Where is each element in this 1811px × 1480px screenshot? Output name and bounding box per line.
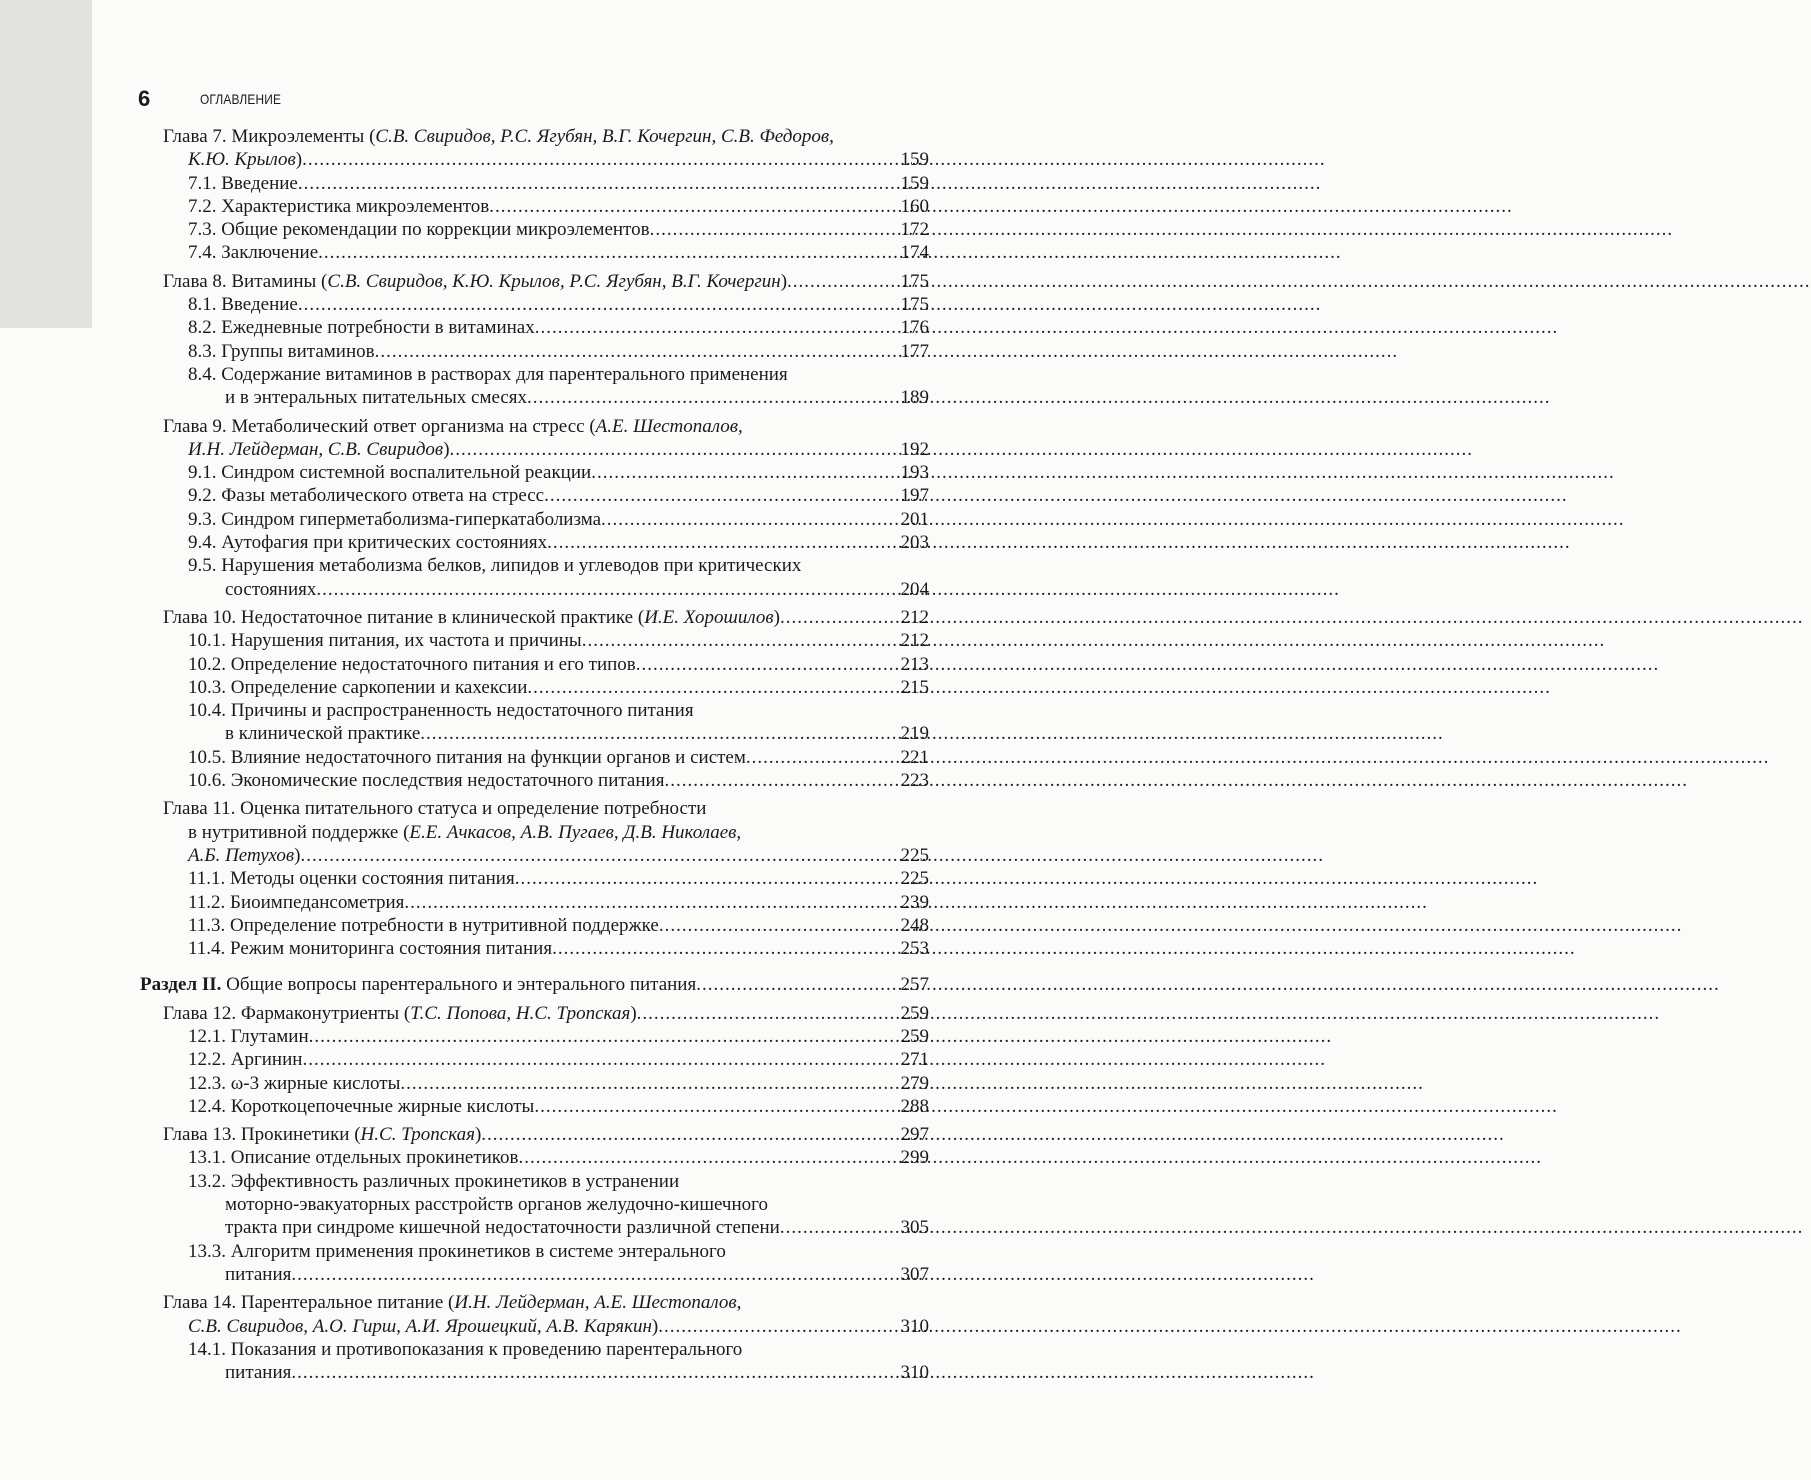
toc-line [140,676,929,699]
toc-entry-title [188,241,318,264]
toc-line [140,722,929,745]
toc-entry-title [163,125,834,148]
title-text: 13.3. Алгоритм применения прокинетиков в системе энтерального [188,1240,726,1262]
authors-text: И.Н. Лейдерман, С.В. Свиридов [188,438,444,460]
toc-entry-title [188,438,450,461]
toc-line [140,415,929,438]
toc-line [140,125,929,148]
toc-entry-title [140,973,696,996]
toc-page-number: 197 [900,485,929,507]
toc-page-number: 225 [900,844,929,866]
toc-page-number: 271 [900,1049,929,1071]
title-text: Глава 14. Парентеральное питание ( [163,1292,455,1314]
toc-page-number: 204 [900,578,929,600]
toc-entry-title [188,699,694,722]
toc-line [140,1146,929,1169]
toc-line [140,914,929,937]
table-of-contents [140,125,929,1384]
toc-entry-title [188,676,527,699]
authors-text: И.Н. Лейдерман, А.Е. Шестопалов, [454,1292,742,1314]
toc-entry-title [188,769,664,792]
toc-entry-title [188,316,535,339]
toc-entry-sub [140,340,929,363]
dot-leader [636,653,900,676]
toc-entry-title [188,1095,534,1118]
dot-leader [420,722,899,745]
title-text: Глава 7. Микроэлементы ( [163,126,376,147]
dot-leader [527,386,899,409]
title-text: 7.4. Заключение [188,242,319,264]
toc-entry-sub [140,1170,929,1240]
dot-leader [291,1361,899,1384]
title-text: 9.5. Нарушения метаболизма белков, липидов и углеводов при критических [188,555,802,577]
toc-page-number: 248 [900,914,929,936]
toc-entry-title [188,172,298,195]
dot-leader [601,508,899,531]
toc-entry-title [188,653,636,676]
toc-line [140,1048,929,1071]
toc-page-number: 253 [900,938,929,960]
toc-entry-title [163,270,787,293]
title-text: Глава 8. Витамины ( [163,270,328,292]
toc-entry-title [225,386,527,409]
toc-line [140,293,929,316]
title-text: 7.3. Общие рекомендации по коррекции микроэлементов [188,219,650,241]
toc-page-number: 213 [900,653,929,675]
dot-leader [400,1072,899,1095]
authors-text: Н.С. Тропская [360,1124,475,1146]
page-number: 6 [138,86,151,111]
toc-line [140,316,929,339]
toc-page-number: 223 [900,770,929,792]
toc-page-number: 259 [900,1002,929,1024]
toc-entry-title [188,218,650,241]
dot-leader [302,1048,899,1071]
authors-text: И.Е. Хорошилов [644,606,774,628]
title-text: 12.3. ω-3 жирные кислоты [188,1072,401,1094]
toc-entry-chapter [140,415,929,462]
toc-page-number: 310 [900,1362,929,1384]
title-text: Глава 10. Недостаточное питание в клинической практике ( [163,606,645,628]
toc-line [140,1170,929,1193]
toc-line [140,531,929,554]
toc-line [140,508,929,531]
title-text: и в энтеральных питательных смесях [225,387,528,409]
authors-text: К.Ю. Крылов [188,149,296,171]
toc-entry-sub [140,461,929,484]
toc-page-number: 174 [900,242,929,264]
toc-entry-title [163,606,780,629]
section-label: Раздел II. [140,974,222,996]
title-text: в клинической практике [225,723,421,745]
title-text: 10.4. Причины и распространенность недостаточного питания [188,700,694,722]
toc-entry-title [188,1048,302,1071]
toc-entry-title [163,1123,481,1146]
toc-entry-title [225,1193,768,1216]
toc-entry-sub [140,531,929,554]
toc-entry-title [188,1146,519,1169]
toc-entry-chapter [140,606,929,629]
toc-entry-chapter [140,125,929,172]
title-text: 11.4. Режим мониторинга состояния питания [188,938,553,960]
toc-entry-sub [140,1072,929,1095]
toc-entry-title [188,1025,309,1048]
toc-line [140,1025,929,1048]
dot-leader [780,606,900,629]
toc-entry-chapter [140,270,929,293]
toc-page-number: 259 [900,1025,929,1047]
title-text: питания [225,1362,292,1384]
authors-text: А.Е. Шестопалов, [595,415,743,437]
toc-entry-title [188,821,741,844]
toc-entry-title [188,844,300,867]
dot-leader [659,914,900,937]
toc-page-number: 193 [900,462,929,484]
toc-entry-title [188,1240,726,1263]
toc-entry-chapter [140,797,929,867]
toc-line [140,386,929,409]
toc-line [140,554,929,577]
dot-leader [300,844,899,867]
toc-entry-sub [140,699,929,746]
title-text: 13.2. Эффективность различных прокинетиков в устранении [188,1170,680,1192]
title-text: Глава 9. Метаболический ответ организма на стресс ( [163,415,596,437]
toc-page-number: 310 [900,1315,929,1337]
dot-leader [309,1025,900,1048]
toc-entry-title [225,1263,291,1286]
title-text: 8.3. Группы витаминов [188,340,375,362]
toc-entry-title [188,1170,679,1193]
toc-page-number: 219 [900,723,929,745]
dot-leader [489,195,899,218]
toc-page-number: 221 [900,746,929,768]
toc-entry-sub [140,629,929,652]
authors-text: Т.С. Попова, Н.С. Тропская [410,1002,631,1024]
toc-entry-sub [140,1338,929,1385]
toc-line [140,172,929,195]
title-text: Глава 12. Фармаконутриенты ( [163,1002,411,1024]
dot-leader [404,891,899,914]
dot-leader [298,293,900,316]
dot-leader [298,172,900,195]
toc-page-number: 201 [900,508,929,530]
toc-entry-sub [140,484,929,507]
title-text: 10.3. Определение саркопении и кахексии [188,676,528,698]
toc-entry-title [188,1315,658,1338]
dot-leader [591,461,899,484]
toc-line [140,438,929,461]
toc-line [140,769,929,792]
toc-entry-title [188,461,591,484]
toc-entry-sub [140,218,929,241]
toc-entry-title [225,1361,291,1384]
toc-entry-title [188,867,515,890]
title-text: ) [294,844,301,866]
toc-page-number: 288 [900,1095,929,1117]
toc-page-number: 189 [900,387,929,409]
toc-line [140,1216,929,1239]
toc-page-number: 192 [900,438,929,460]
toc-page-number: 175 [900,294,929,316]
title-text: 8.2. Ежедневные потребности в витаминах [188,317,535,339]
toc-entry-title [225,722,420,745]
title-text: Глава 11. Оценка питательного статуса и определение потребности [163,798,707,820]
title-text: 12.1. Глутамин [188,1025,309,1047]
toc-entry-chapter [140,1123,929,1146]
dot-leader [535,316,900,339]
toc-page-number: 239 [900,891,929,913]
toc-line [140,1361,929,1384]
toc-line [140,195,929,218]
toc-page-number: 160 [900,195,929,217]
toc-page-number: 175 [900,270,929,292]
toc-line [140,1002,929,1025]
title-text: 12.2. Аргинин [188,1049,303,1071]
title-text: 9.2. Фазы метаболического ответа на стресс [188,485,545,507]
title-text: 10.6. Экономические последствия недостаточного питания [188,770,665,792]
toc-entry-sub [140,867,929,890]
toc-line [140,1240,929,1263]
toc-page-number: 257 [900,974,929,996]
toc-entry-sub [140,316,929,339]
title-text: 11.3. Определение потребности в нутритивной поддержке [188,914,659,936]
toc-line [140,606,929,629]
toc-entry-title [188,148,302,171]
toc-entry-sub [140,172,929,195]
toc-entry-sub [140,746,929,769]
title-text: ) [474,1124,482,1146]
toc-page-number: 279 [900,1072,929,1094]
dot-leader [481,1123,899,1146]
title-text: в нутритивной поддержке ( [188,821,410,843]
dot-leader [534,1095,899,1118]
toc-entry-sub [140,1240,929,1287]
toc-entry-title [188,937,552,960]
dot-leader [787,270,899,293]
title-text: 10.1. Нарушения питания, их частота и причины [188,630,582,652]
title-text: 10.2. Определение недостаточного питания и его типов [188,653,636,675]
title-text: 13.1. Описание отдельных прокинетиков [188,1147,519,1169]
toc-line [140,1291,929,1314]
dot-leader [650,218,900,241]
toc-entry-sub [140,676,929,699]
toc-line [140,1095,929,1118]
title-text: питания [225,1263,292,1285]
toc-line [140,821,929,844]
toc-line [140,148,929,171]
toc-line [140,699,929,722]
toc-entry-title [188,1072,400,1095]
toc-entry-sub [140,293,929,316]
toc-page-number: 215 [900,676,929,698]
toc-line [140,844,929,867]
dot-leader [637,1002,900,1025]
dot-leader [527,676,899,699]
toc-line [140,241,929,264]
toc-entry-chapter [140,1002,929,1025]
toc-line [140,484,929,507]
toc-entry-sub [140,937,929,960]
toc-entry-sub [140,1146,929,1169]
dot-leader [552,937,899,960]
toc-line [140,891,929,914]
dot-leader [515,867,900,890]
toc-page-number: 172 [900,219,929,241]
dot-leader [291,1263,899,1286]
toc-line [140,1193,929,1216]
toc-entry-title [188,629,582,652]
dot-leader [658,1315,899,1338]
toc-entry-title [188,363,788,386]
toc-line [140,270,929,293]
toc-page-number: 212 [900,606,929,628]
title-text: ) [443,438,450,460]
toc-entry-sub [140,508,929,531]
dot-leader [316,578,899,601]
title-text: 11.1. Методы оценки состояния питания [188,868,515,890]
toc-page-number: 203 [900,532,929,554]
title-text: ) [773,606,780,628]
toc-entry-title [188,554,801,577]
toc-entry-sub [140,891,929,914]
toc-entry-title [188,1338,742,1361]
toc-page-number: 297 [900,1124,929,1146]
toc-entry-section [140,973,929,996]
dot-leader [318,241,899,264]
toc-page-number: 176 [900,317,929,339]
title-text: 7.1. Введение [188,172,298,194]
authors-text: Е.Е. Ачкасов, А.В. Пугаев, Д.В. Николаев, [409,821,742,843]
title-text: Глава 13. Прокинетики ( [163,1124,361,1146]
title-text: 11.2. Биоимпедансометрия [188,891,405,913]
toc-page-number: 159 [900,172,929,194]
authors-text: С.В. Свиридов, Р.С. Ягубян, В.Г. Кочергин, С.В. Федоров, [375,126,834,147]
toc-entry-title [163,1002,637,1025]
authors-text: С.В. Свиридов, К.Ю. Крылов, Р.С. Ягубян, В.Г. Кочергин [327,270,781,292]
title-text: Общие вопросы парентерального и энтерального питания [221,974,697,996]
toc-line [140,973,929,996]
toc-line [140,1263,929,1286]
authors-text: С.В. Свиридов, А.О. Гирш, А.И. Ярошецкий, А.В. Карякин [188,1315,652,1337]
toc-page-number: 159 [900,149,929,171]
title-text: 7.2. Характеристика микроэлементов [188,195,490,217]
toc-entry-sub [140,1025,929,1048]
authors-text: А.Б. Петухов [188,844,295,866]
title-text: 14.1. Показания и противопоказания к проведению парентерального [188,1338,743,1360]
toc-line [140,746,929,769]
dot-leader [746,746,900,769]
toc-entry-title [163,415,743,438]
title-text: ) [651,1315,659,1337]
toc-entry-sub [140,653,929,676]
toc-line [140,797,929,820]
toc-line [140,218,929,241]
title-text: тракта при синдроме кишечной недостаточности различной степени [225,1217,780,1239]
toc-line [140,1338,929,1361]
toc-entry-title [188,914,659,937]
toc-line [140,1123,929,1146]
dot-leader [696,973,899,996]
title-text: состояниях [225,578,317,600]
toc-entry-sub [140,1095,929,1118]
toc-entry-title [188,340,375,363]
toc-entry-sub [140,769,929,792]
title-text: 8.4. Содержание витаминов в растворах для парентерального применения [188,363,788,385]
scan-margin-shade [0,0,92,328]
toc-entry-title [188,484,544,507]
toc-line [140,1315,929,1338]
dot-leader [544,484,899,507]
toc-entry-sub [140,241,929,264]
toc-line [140,1072,929,1095]
dot-leader [519,1146,900,1169]
toc-entry-title [188,531,547,554]
toc-entry-title [188,293,298,316]
toc-entry-title [188,508,601,531]
dot-leader [664,769,899,792]
toc-line [140,340,929,363]
dot-leader [780,1216,900,1239]
toc-page-number: 299 [900,1147,929,1169]
title-text: ) [295,149,303,171]
toc-entry-sub [140,914,929,937]
toc-line [140,867,929,890]
toc-entry-sub [140,554,929,601]
title-text: 10.5. Влияние недостаточного питания на функции органов и систем [188,746,746,768]
toc-line [140,578,929,601]
toc-line [140,653,929,676]
toc-entry-chapter [140,1291,929,1338]
toc-page-number: 212 [900,630,929,652]
running-header: ОГЛАВЛЕНИЕ [200,91,282,107]
toc-entry-title [163,797,706,820]
toc-line [140,461,929,484]
toc-page-number: 177 [900,340,929,362]
title-text: ) [780,270,788,292]
toc-entry-sub [140,363,929,410]
toc-page-number: 307 [900,1263,929,1285]
toc-page-number: 305 [900,1217,929,1239]
dot-leader [582,629,900,652]
dot-leader [375,340,900,363]
title-text: моторно-эвакуаторных расстройств органов желудочно-кишечного [225,1194,768,1216]
toc-entry-sub [140,1048,929,1071]
toc-line [140,363,929,386]
title-text: 9.1. Синдром системной воспалительной реакции [188,462,592,484]
dot-leader [547,531,899,554]
title-text: 8.1. Введение [188,294,298,316]
dot-leader [450,438,900,461]
toc-entry-title [188,746,746,769]
toc-entry-title [163,1291,741,1314]
title-text: 9.4. Аутофагия при критических состояниях [188,532,548,554]
title-text: 9.3. Синдром гиперметаболизма-гиперкатаболизма [188,508,602,530]
toc-entry-title [188,195,489,218]
toc-entry-title [225,578,316,601]
toc-line [140,629,929,652]
toc-line [140,937,929,960]
title-text: 12.4. Короткоцепочечные жирные кислоты [188,1095,535,1117]
toc-entry-title [225,1216,780,1239]
toc-entry-sub [140,195,929,218]
toc-page-number: 225 [900,868,929,890]
title-text: ) [630,1002,637,1024]
toc-entry-title [188,891,404,914]
dot-leader [302,148,899,171]
